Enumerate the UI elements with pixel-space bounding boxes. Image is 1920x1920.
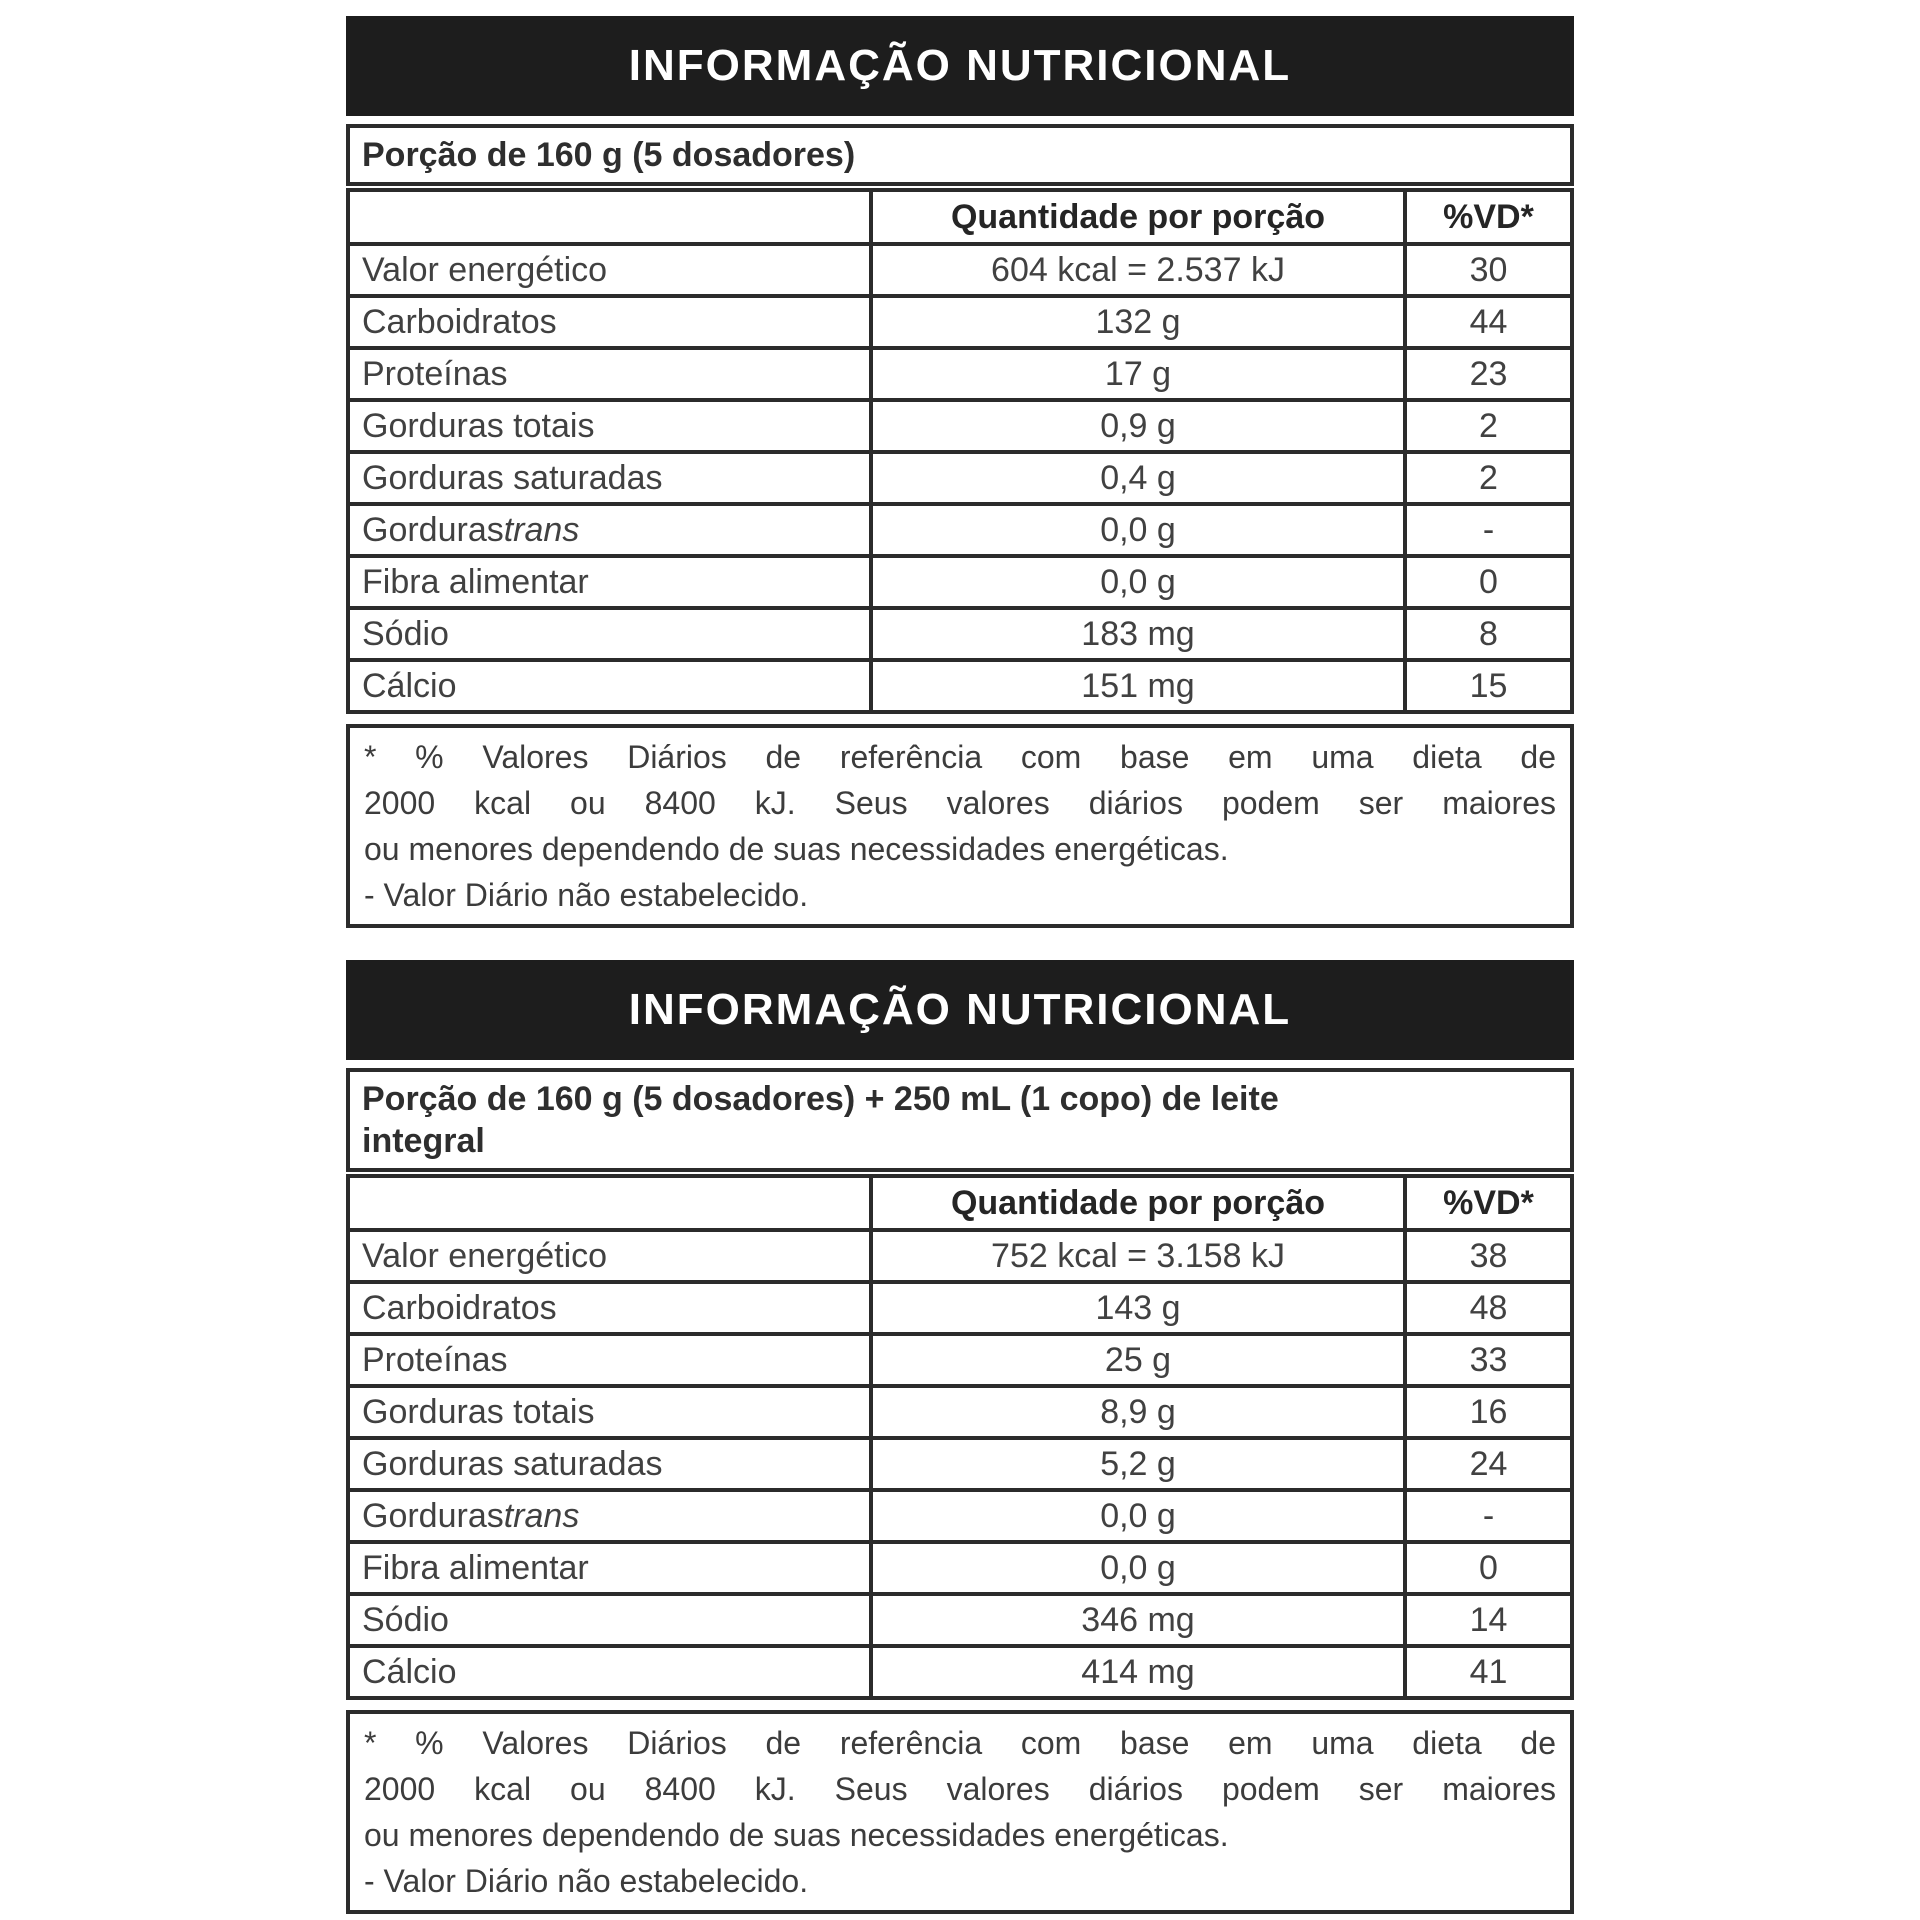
quantity-cell: 143 g (873, 1284, 1407, 1332)
footnote-line: 2000 kcal ou 8400 kJ. Seus valores diários podem ser maiores (364, 785, 1556, 821)
table-row-fiber (350, 1540, 1570, 1592)
quantity-cell: 183 mg (873, 610, 1407, 658)
row-label: Gorduras saturadas (350, 1440, 873, 1488)
row-label: Cálcio (350, 662, 873, 710)
table-row-total-fat (350, 1384, 1570, 1436)
nutrition-title-bar (346, 960, 1574, 1060)
quantity-cell: 414 mg (873, 1648, 1407, 1696)
empty-header-cell (350, 1178, 873, 1228)
table-row-energy (350, 1228, 1570, 1280)
nutrition-grid (346, 1174, 1574, 1700)
dv-cell: 41 (1469, 1652, 1508, 1691)
footnote-box (346, 724, 1574, 928)
dv-cell: 2 (1479, 406, 1498, 445)
serving-size-box (346, 124, 1574, 186)
footnote-line: * % Valores Diários de referência com base em uma dieta de (364, 1725, 1556, 1761)
row-label: Proteínas (350, 350, 873, 398)
quantity-cell: 151 mg (873, 662, 1407, 710)
row-label: Valor energético (350, 1232, 873, 1280)
quantity-cell: 752 kcal = 3.158 kJ (873, 1232, 1407, 1280)
dv-cell: - (1482, 1496, 1495, 1535)
nutrition-title: INFORMAÇÃO NUTRICIONAL (628, 985, 1292, 1034)
quantity-cell: 0,0 g (873, 1544, 1407, 1592)
quantity-column-header: Quantidade por porção (873, 1178, 1407, 1228)
row-label: Gorduras totais (350, 1388, 873, 1436)
table-row-fiber (350, 554, 1570, 606)
column-header-row (350, 1178, 1570, 1228)
footnote-line: 2000 kcal ou 8400 kJ. Seus valores diários podem ser maiores (364, 1771, 1556, 1807)
table-row-energy (350, 242, 1570, 294)
footnote-line: - Valor Diário não estabelecido. (364, 1863, 809, 1899)
dv-column-header: %VD* (1443, 1183, 1534, 1222)
table-row-trans-fat (350, 1488, 1570, 1540)
dv-cell: 24 (1469, 1444, 1508, 1483)
dv-cell: 14 (1469, 1600, 1508, 1639)
footnote-line: ou menores dependendo de suas necessidades energéticas. (364, 831, 1229, 867)
dv-cell: 0 (1479, 562, 1498, 601)
table-row-protein (350, 346, 1570, 398)
dv-cell: 0 (1479, 1548, 1498, 1587)
row-label: Proteínas (350, 1336, 873, 1384)
row-label: Sódio (350, 1596, 873, 1644)
label-content (346, 0, 1574, 1914)
serving-size-text: Porção de 160 g (5 dosadores) + 250 mL (1 copo) de leite (362, 1080, 1279, 1118)
dv-cell: 33 (1469, 1340, 1508, 1379)
nutrition-table-2 (346, 960, 1574, 1914)
quantity-cell: 25 g (873, 1336, 1407, 1384)
quantity-cell: 5,2 g (873, 1440, 1407, 1488)
footnote-line: - Valor Diário não estabelecido. (364, 877, 809, 913)
table-row-carbs (350, 294, 1570, 346)
row-label: Cálcio (350, 1648, 873, 1696)
quantity-cell: 0,4 g (873, 454, 1407, 502)
table-row-protein (350, 1332, 1570, 1384)
quantity-cell: 346 mg (873, 1596, 1407, 1644)
table-row-calcium (350, 658, 1570, 710)
quantity-cell: 0,0 g (873, 558, 1407, 606)
dv-cell: 38 (1469, 1236, 1508, 1275)
row-label: Gorduras trans (350, 1492, 873, 1540)
dv-cell: 30 (1469, 250, 1508, 289)
column-header-row (350, 192, 1570, 242)
row-label: Gorduras saturadas (350, 454, 873, 502)
dv-cell: 16 (1469, 1392, 1508, 1431)
row-label: Valor energético (350, 246, 873, 294)
dv-cell: 15 (1469, 666, 1508, 705)
table-row-saturated-fat (350, 1436, 1570, 1488)
footnote-line: * % Valores Diários de referência com base em uma dieta de (364, 739, 1556, 775)
empty-header-cell (350, 192, 873, 242)
quantity-cell: 0,0 g (873, 506, 1407, 554)
dv-cell: 2 (1479, 458, 1498, 497)
row-label: Carboidratos (350, 298, 873, 346)
serving-size-text: Porção de 160 g (5 dosadores) (362, 136, 856, 174)
table-row-trans-fat (350, 502, 1570, 554)
nutrition-title: INFORMAÇÃO NUTRICIONAL (628, 41, 1292, 90)
dv-cell: 48 (1469, 1288, 1508, 1327)
serving-size-box (346, 1068, 1574, 1172)
quantity-cell: 8,9 g (873, 1388, 1407, 1436)
quantity-column-header: Quantidade por porção (873, 192, 1407, 242)
table-row-saturated-fat (350, 450, 1570, 502)
dv-cell: - (1482, 510, 1495, 549)
table-row-calcium (350, 1644, 1570, 1696)
quantity-cell: 0,9 g (873, 402, 1407, 450)
nutrition-title-bar (346, 16, 1574, 116)
dv-cell: 23 (1469, 354, 1508, 393)
nutrition-table-1 (346, 16, 1574, 928)
table-row-sodium (350, 1592, 1570, 1644)
row-label: Sódio (350, 610, 873, 658)
table-row-total-fat (350, 398, 1570, 450)
quantity-cell: 17 g (873, 350, 1407, 398)
dv-cell: 44 (1469, 302, 1508, 341)
dv-cell: 8 (1479, 614, 1498, 653)
table-row-carbs (350, 1280, 1570, 1332)
nutrition-grid (346, 188, 1574, 714)
row-label: Fibra alimentar (350, 558, 873, 606)
quantity-cell: 132 g (873, 298, 1407, 346)
row-label: Gorduras trans (350, 506, 873, 554)
footnote-line: ou menores dependendo de suas necessidades energéticas. (364, 1817, 1229, 1853)
table-row-sodium (350, 606, 1570, 658)
serving-size-text-line2: integral (362, 1122, 485, 1160)
footnote-box (346, 1710, 1574, 1914)
dv-column-header: %VD* (1443, 197, 1534, 236)
row-label: Carboidratos (350, 1284, 873, 1332)
quantity-cell: 604 kcal = 2.537 kJ (873, 246, 1407, 294)
row-label: Fibra alimentar (350, 1544, 873, 1592)
quantity-cell: 0,0 g (873, 1492, 1407, 1540)
row-label: Gorduras totais (350, 402, 873, 450)
